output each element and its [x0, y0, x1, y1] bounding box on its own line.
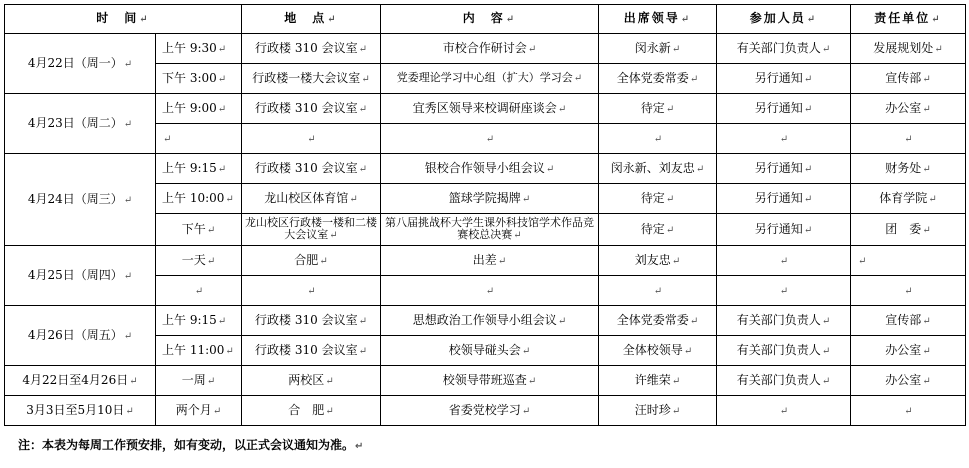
time-cell: 一天↵ [156, 246, 242, 276]
content-cell: 篮球学院揭牌↵ [381, 184, 599, 214]
place-cell: 两校区↵ [242, 366, 381, 396]
empty-cell: ↵ [851, 396, 966, 426]
unit-cell: 办公室↵ [851, 94, 966, 124]
leader-cell: 汪时珍↵ [599, 396, 717, 426]
empty-cell: ↵ [242, 276, 381, 306]
place-cell: 行政楼 310 会议室↵ [242, 306, 381, 336]
leader-cell: 闵永新、刘友忠↵ [599, 154, 717, 184]
attendees-cell: 有关部门负责人↵ [717, 34, 851, 64]
unit-cell: 财务处↵ [851, 154, 966, 184]
time-cell: 上午 9:30↵ [156, 34, 242, 64]
leader-cell: 待定↵ [599, 214, 717, 246]
time-cell: 下午↵ [156, 214, 242, 246]
date-cell: 4月23日（周二）↵ [5, 94, 156, 154]
header-leader: 出席领导↵ [599, 5, 717, 34]
unit-cell: 宣传部↵ [851, 306, 966, 336]
time-cell: 上午 9:15↵ [156, 306, 242, 336]
empty-cell: ↵ [851, 124, 966, 154]
table-row [5, 154, 966, 184]
leader-cell: 全体校领导↵ [599, 336, 717, 366]
header-time: 时 间↵ [5, 5, 242, 34]
empty-cell: ↵ [156, 276, 242, 306]
attendees-cell: 另行通知↵ [717, 154, 851, 184]
content-cell: 宜秀区领导来校调研座谈会↵ [381, 94, 599, 124]
attendees-cell: 另行通知↵ [717, 64, 851, 94]
place-cell: 龙山校区体育馆↵ [242, 184, 381, 214]
attendees-cell: 有关部门负责人↵ [717, 306, 851, 336]
table-row [5, 246, 966, 276]
leader-cell: 刘友忠↵ [599, 246, 717, 276]
date-cell: 4月24日（周三）↵ [5, 154, 156, 246]
attendees-cell: 另行通知↵ [717, 214, 851, 246]
leader-cell: 闵永新↵ [599, 34, 717, 64]
place-cell: 行政楼 310 会议室↵ [242, 94, 381, 124]
leader-cell: 待定↵ [599, 184, 717, 214]
time-cell: 一周↵ [156, 366, 242, 396]
content-cell: 银校合作领导小组会议↵ [381, 154, 599, 184]
header-unit: 责任单位↵ [851, 5, 966, 34]
place-cell: 行政楼一楼大会议室↵ [242, 64, 381, 94]
empty-cell: ↵ [851, 276, 966, 306]
date-cell: 4月22日至4月26日↵ [5, 366, 156, 396]
place-cell: 合肥↵ [242, 246, 381, 276]
content-cell: 市校合作研讨会↵ [381, 34, 599, 64]
empty-cell: ↵ [599, 124, 717, 154]
table-row [5, 34, 966, 64]
attendees-cell: 有关部门负责人↵ [717, 366, 851, 396]
leader-cell: 全体党委常委↵ [599, 64, 717, 94]
date-cell: 4月22日（周一）↵ [5, 34, 156, 94]
content-cell: 党委理论学习中心组（扩大）学习会↵ [381, 64, 599, 94]
empty-cell: ↵ [381, 124, 599, 154]
header-content: 内 容↵ [381, 5, 599, 34]
table-row [5, 94, 966, 124]
content-cell: 校领导碰头会↵ [381, 336, 599, 366]
time-cell: 上午 11:00↵ [156, 336, 242, 366]
empty-cell: ↵ [717, 396, 851, 426]
unit-cell: 体育学院↵ [851, 184, 966, 214]
table-row [5, 366, 966, 396]
empty-cell: ↵ [717, 124, 851, 154]
unit-cell: 办公室↵ [851, 366, 966, 396]
unit-cell: 办公室↵ [851, 336, 966, 366]
unit-cell: 发展规划处↵ [851, 34, 966, 64]
place-cell: 龙山校区行政楼一楼和二楼大会议室↵ [242, 214, 381, 246]
empty-cell: ↵ [156, 124, 242, 154]
place-cell: 合 肥↵ [242, 396, 381, 426]
time-cell: 上午 9:15↵ [156, 154, 242, 184]
unit-cell: 团 委↵ [851, 214, 966, 246]
empty-cell: ↵ [599, 276, 717, 306]
content-cell: 出差↵ [381, 246, 599, 276]
empty-cell: ↵ [381, 276, 599, 306]
place-cell: 行政楼 310 会议室↵ [242, 336, 381, 366]
attendees-cell: 有关部门负责人↵ [717, 336, 851, 366]
unit-cell: 宣传部↵ [851, 64, 966, 94]
header-place: 地 点↵ [242, 5, 381, 34]
leader-cell: 许维荣↵ [599, 366, 717, 396]
leader-cell: 待定↵ [599, 94, 717, 124]
time-cell: 上午 10:00↵ [156, 184, 242, 214]
time-cell: 两个月↵ [156, 396, 242, 426]
table-row [5, 396, 966, 426]
date-cell: 4月26日（周五）↵ [5, 306, 156, 366]
empty-cell: ↵ [717, 276, 851, 306]
empty-cell: ↵ [242, 124, 381, 154]
attendees-cell: 另行通知↵ [717, 184, 851, 214]
date-cell: 3月3日至5月10日↵ [5, 396, 156, 426]
footnote: 注：本表为每周工作预安排，如有变动，以正式会议通知为准。↵ [18, 438, 364, 452]
place-cell: 行政楼 310 会议室↵ [242, 34, 381, 64]
place-cell: 行政楼 310 会议室↵ [242, 154, 381, 184]
content-cell: 校领导带班巡查↵ [381, 366, 599, 396]
date-cell: 4月25日（周四）↵ [5, 246, 156, 306]
attendees-cell: 另行通知↵ [717, 94, 851, 124]
schedule-table [4, 4, 966, 426]
content-cell: 省委党校学习↵ [381, 396, 599, 426]
content-cell: 第八届挑战杯大学生课外科技馆学术作品竞赛校总决赛↵ [381, 214, 599, 246]
header-attendees: 参加人员↵ [717, 5, 851, 34]
content-cell: 思想政治工作领导小组会议↵ [381, 306, 599, 336]
time-cell: 上午 9:00↵ [156, 94, 242, 124]
table-row [5, 306, 966, 336]
empty-cell: ↵ [717, 246, 851, 276]
time-cell: 下午 3:00↵ [156, 64, 242, 94]
empty-cell: ↵ [851, 246, 966, 276]
leader-cell: 全体党委常委↵ [599, 306, 717, 336]
